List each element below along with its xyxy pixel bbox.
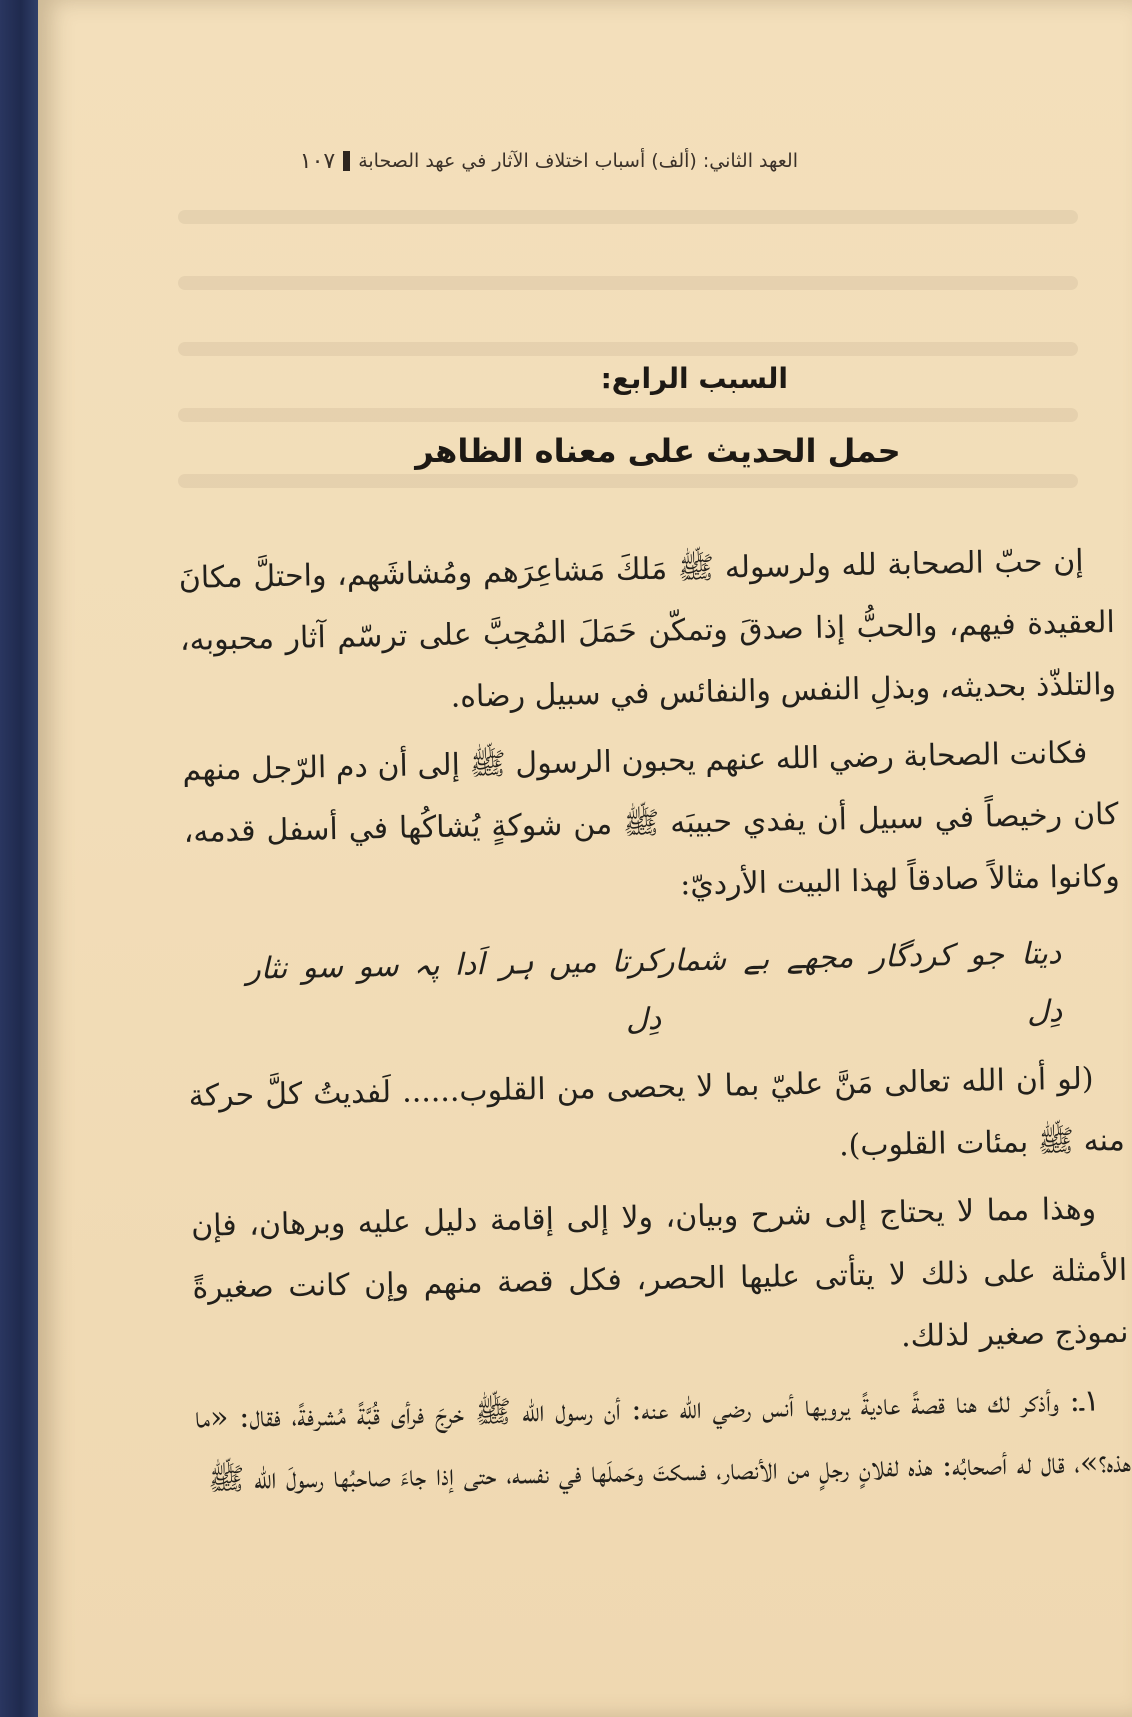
book-page xyxy=(38,0,1132,1717)
section-title: حمل الحديث على معناه الظاهر xyxy=(415,432,901,470)
paragraph-couplet-translation: (لو أن الله تعالى مَنَّ عليّ بما لا يحصى من القلوب...... لَفديتُ كلَّ حركة منه ﷺ بمئات القلوب). xyxy=(188,1061,1126,1164)
page-number: ١٠٧ xyxy=(299,148,336,174)
book-spine xyxy=(0,0,38,1717)
couplet-first-hemistich: دیتا جو کردگار مجھے بے شمار دِل xyxy=(659,936,1063,1030)
paragraph-love-of-companions: إن حبّ الصحابة لله ولرسوله ﷺ مَلكَ مَشاعِرَهم ومُشاشَهم، واحتلَّ مكانَ العقيدة فيهم، والحبُّ إذا صدقَ وتمكّن حَمَلَ المُحِبَّ على ترسّم آثار محبوبه، والتلذّذ بحديثه، وبذلِ النفس والنفائس في سبيل رضاه. xyxy=(178,543,1117,715)
paragraph-anas-story: ١ـ: وأذكر لك هنا قصةً عاديةً يرويها أنس رضي الله عنه: أن رسول الله ﷺ خرجَ فرأى قُبَّةً مُشرفةً، فقال: «ما هذه؟»، قال له أصحابُه: هذه لفلانٍ رجلٍ من الأنصار، فسكتَ وحَملَها في نفسه، حتى إذا جاءَ صاحبُها رسولَ الله ﷺ xyxy=(194,1383,1132,1498)
body-text xyxy=(178,530,1131,1518)
running-header xyxy=(198,146,798,176)
paragraph-companions-devotion: فكانت الصحابة رضي الله عنهم يحبون الرسول ﷺ إلى أن دم الرّجل منهم كان رخيصاً في سبيل أن يفدي حبيبَه ﷺ من شوكةٍ يُشاكُها في أسفل قدمه، وكانوا مثالاً صادقاً لهذا البيت الأرديّ: xyxy=(182,735,1120,903)
page-marker-bar xyxy=(343,151,350,171)
couplet-second-hemistich: کرتا میں ہر اَدا پہ سو سو نثار دِل xyxy=(245,943,662,1038)
paragraph-no-need-for-proof: وهذا مما لا يحتاج إلى شرح وبيان، ولا إلى إقامة دليل عليه وبرهان، فإن الأمثلة على ذلك لا يتأتى عليها الحصر، فكل قصة منهم وإن كانت صغيرةً نموذج صغير لذلك. xyxy=(190,1191,1129,1355)
urdu-couplet xyxy=(186,914,1123,1066)
running-title: العهد الثاني: (ألف) أسباب اختلاف الآثار في عهد الصحابة xyxy=(358,150,798,172)
section-label: السبب الرابع: xyxy=(600,362,788,395)
